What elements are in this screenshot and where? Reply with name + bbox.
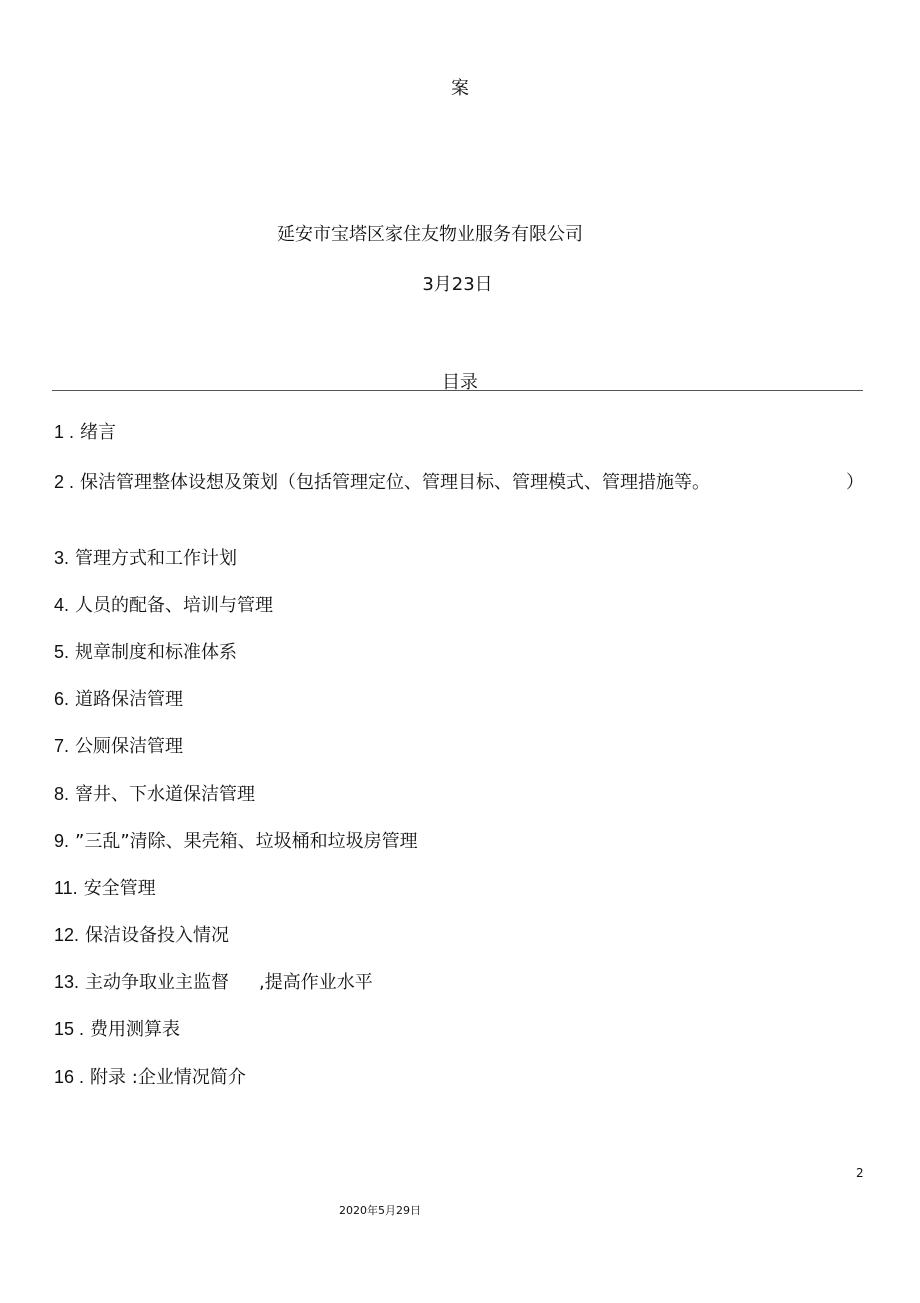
toc-item (54, 876, 156, 901)
toc-item-number: 13. (54, 972, 80, 992)
toc-item-number: 1 . (54, 422, 75, 442)
footer-date: 2020年5月29日 (339, 1204, 421, 1217)
toc-item (54, 546, 237, 571)
toc-item (54, 829, 418, 854)
toc-item (54, 782, 255, 807)
toc-item-number: 2 . (54, 472, 75, 492)
toc-item-number: 4. (54, 595, 70, 615)
toc-item-number: 6. (54, 689, 70, 709)
toc-item (54, 420, 116, 445)
toc-item (54, 593, 273, 618)
toc-heading: 目录 (442, 372, 478, 393)
toc-item-number: 7. (54, 736, 70, 756)
toc-item-text: 人员的配备、培训与管理 (75, 595, 274, 616)
toc-item-text: 保洁管理整体设想及策划（包括管理定位、管理目标、管理模式、管理措施等。 (80, 472, 711, 493)
toc-item-text: 窨井、下水道保洁管理 (75, 784, 256, 805)
toc-item-text: 附录 :企业情况简介 (90, 1067, 246, 1088)
toc-item-number: 8. (54, 784, 70, 804)
toc-item-text: 安全管理 (83, 878, 156, 899)
toc-item-number: 16 . (54, 1067, 85, 1087)
toc-item (54, 1065, 246, 1090)
toc-item-text: ”三乱”清除、果壳箱、垃圾桶和垃圾房管理 (75, 831, 418, 852)
toc-item-text: 费用测算表 (90, 1019, 181, 1040)
toc-item (54, 970, 373, 995)
toc-item-number: 9. (54, 831, 70, 851)
title-character: 案 (451, 78, 469, 99)
toc-item-number: 5. (54, 642, 70, 662)
document-date: 3月23日 (422, 274, 493, 295)
toc-item-number: 3. (54, 548, 70, 568)
toc-item-text: 道路保洁管理 (75, 689, 184, 710)
page-number: 2 (856, 1166, 864, 1180)
toc-item-text-continued: ,提高作业水平 (259, 972, 373, 993)
toc-item (54, 734, 183, 759)
toc-item-number: 15 . (54, 1019, 85, 1039)
toc-item-text: 主动争取业主监督 (85, 972, 230, 993)
toc-item (54, 470, 710, 495)
toc-item-close-paren: ） (846, 472, 864, 493)
toc-item-text: 公厕保洁管理 (75, 736, 184, 757)
toc-item-text: 保洁设备投入情况 (85, 925, 230, 946)
toc-item (54, 640, 237, 665)
toc-item-text: 规章制度和标准体系 (75, 642, 238, 663)
toc-item-text: 绪言 (80, 422, 117, 443)
toc-divider (52, 390, 863, 391)
company-name: 延安市宝塔区家住友物业服务有限公司 (277, 224, 583, 245)
toc-item (54, 1017, 180, 1042)
toc-item-number: 11. (54, 878, 78, 898)
toc-item (54, 687, 183, 712)
toc-item-number: 12. (54, 925, 80, 945)
toc-item-text: 管理方式和工作计划 (75, 548, 238, 569)
toc-item (54, 923, 229, 948)
